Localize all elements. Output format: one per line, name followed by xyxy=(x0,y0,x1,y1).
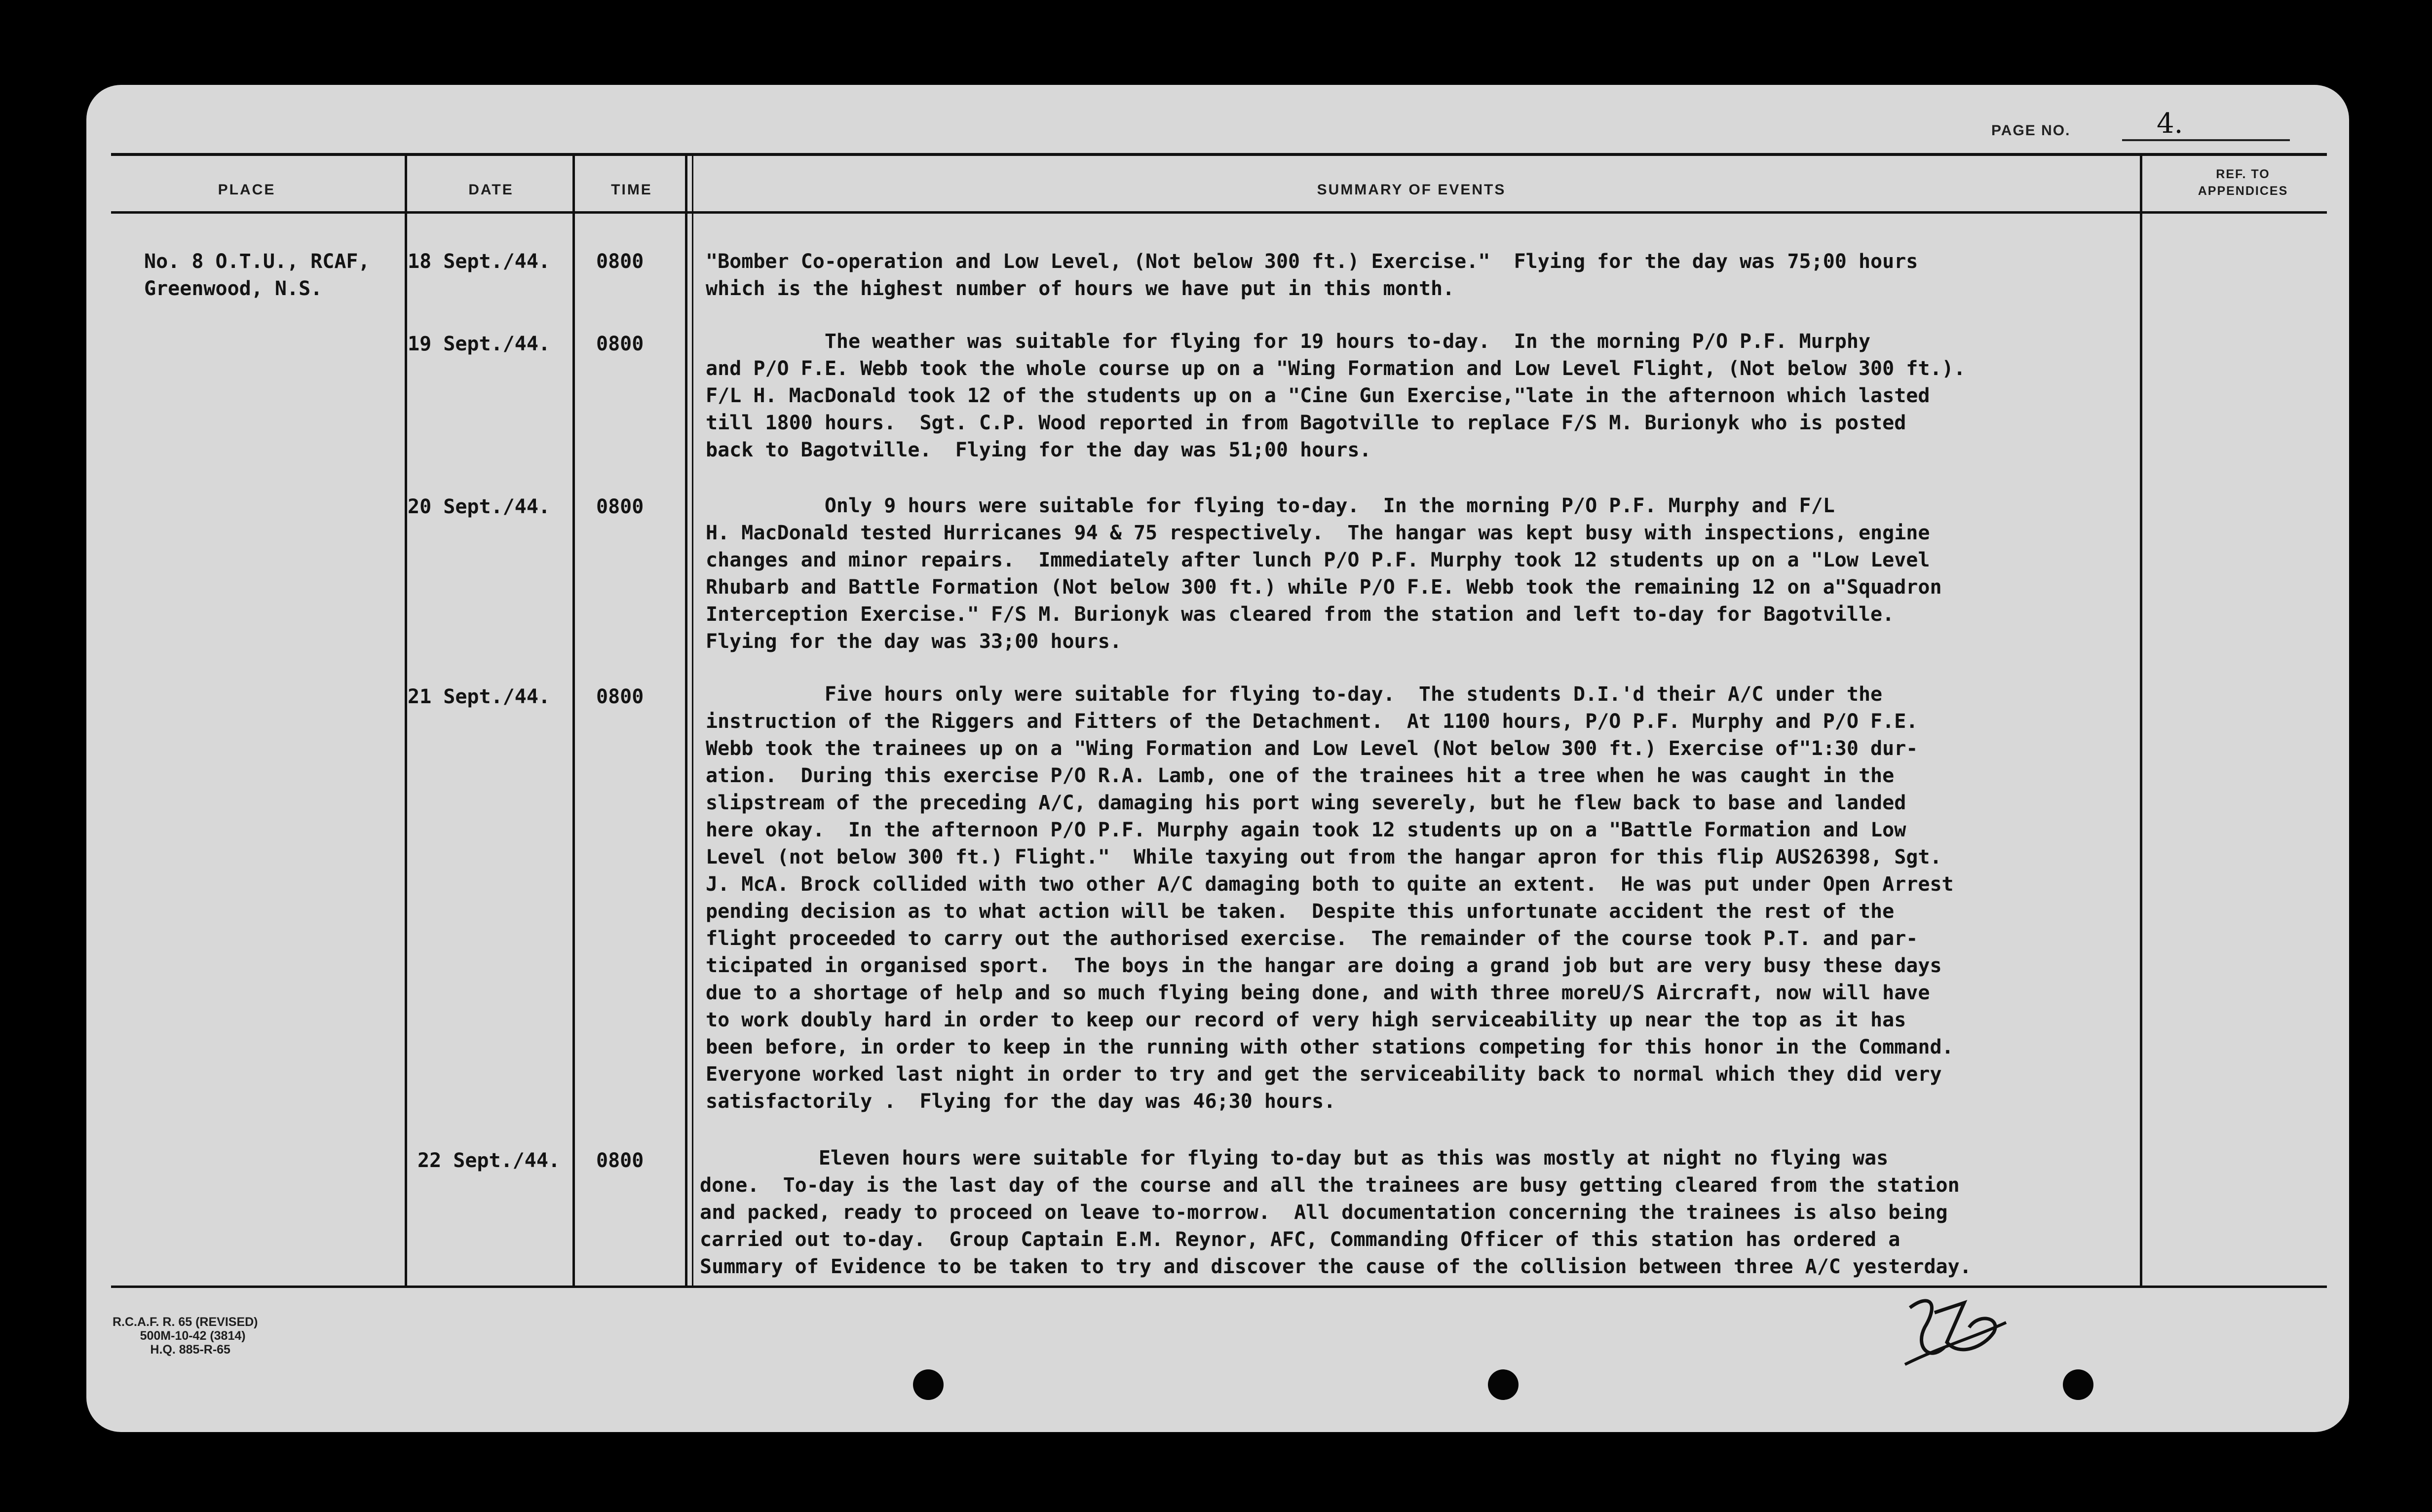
column-header-time: TIME xyxy=(611,182,652,198)
column-divider-ref xyxy=(2140,153,2142,1288)
form-number: R.C.A.F. R. 65 (REVISED) 500M-10-42 (3814) H.Q. 885-R-65 xyxy=(113,1315,258,1357)
time-cell: 0800 xyxy=(596,250,644,273)
place-cell: No. 8 O.T.U., RCAF, Greenwood, N.S. xyxy=(144,250,370,300)
time-cell: 0800 xyxy=(596,685,644,708)
column-divider-time xyxy=(685,153,687,1288)
column-divider-date xyxy=(572,153,575,1288)
column-header-date: DATE xyxy=(468,182,514,198)
time-cell: 0800 xyxy=(596,333,644,355)
summary-entry: Only 9 hours were suitable for flying to-day. In the morning P/O P.F. Murphy and F/L H. MacDonald tested Hurricanes 94 & 75 respectively. The hangar was kept busy with inspections, engine changes and minor repairs. Immediately after lunch P/O P.F. Murphy took 12 students up on a "Low Level Rhubarb and Battle Formation (Not below 300 ft.) while P/O F.E. Webb took the remaining 12 on a"Squadron Interception Exercise." F/S M. Burionyk was cleared from the station and left to-day for Bagotville. Flying for the day was 33;00 hours. xyxy=(706,494,1942,653)
column-header-summary: SUMMARY OF EVENTS xyxy=(1317,182,1506,198)
time-cell: 0800 xyxy=(596,1149,644,1172)
summary-entry: Eleven hours were suitable for flying to-day but as this was mostly at night no flying was done. To-day is the last day of the course and all the trainees are busy getting cleared from the station and packed, ready to proceed on leave to-morrow. All documentation concerning the trainees is also being carried out to-day. Group Captain E.M. Reynor, AFC, Commanding Officer of this station has ordered a Summary of Evidence to be taken to try and discover the cause of the collision between three A/C yesterday. xyxy=(700,1147,1972,1278)
header-top-rule xyxy=(111,153,2327,156)
binder-hole-center xyxy=(1488,1369,1519,1400)
date-cell: 21 Sept./44. xyxy=(408,685,550,708)
summary-entry: The weather was suitable for flying for 19 hours to-day. In the morning P/O P.F. Murphy and P/O F.E. Webb took the whole course up on a "Wing Formation and Low Level Flight, (Not below 300 ft.). F/L H. MacDonald took 12 of the students up on a "Cine Gun Exercise,"late in the afternoon which lasted till 1800 hours. Sgt. C.P. Wood reported in from Bagotville to replace F/S M. Burionyk who is posted back to Bagotville. Flying for the day was 51;00 hours. xyxy=(706,330,1966,461)
summary-entry: "Bomber Co-operation and Low Level, (Not below 300 ft.) Exercise." Flying for the day was 75;00 hours which is the highest number of hours we have put in this month. xyxy=(706,250,1918,300)
column-header-appendices: REF. TO APPENDICES xyxy=(2198,167,2288,198)
signature-initials xyxy=(1900,1288,2014,1372)
summary-entry: Five hours only were suitable for flying to-day. The students D.I.'d their A/C under the instruction of the Riggers and Fitters of the Detachment. At 1100 hours, P/O P.F. Murphy and P/O F.E. Webb took the trainees up on a "Wing Formation and Low Level (Not below 300 ft.) Exercise of"1:30 dur- ation. During this exercise P/O R.A. Lamb, one of the trainees hit a tree when he was caught in the slipstream of the preceding A/C, damaging his port wing severely, but he flew back to base and landed here okay. In the afternoon P/O P.F. Murphy again took 12 students up on a "Battle Formation and Low Level (not below 300 ft.) Flight." While taxying out from the hangar apron for this flip AUS26398, Sgt. J. McA. Brock collided with two other A/C damaging both to quite an extent. He was put under Open Arrest pending decision as to what action will be taken. Despite this unfortunate accident the rest of the flight proceeded to carry out the authorised exercise. The remainder of the course took P.T. and par- ticipated in organised sport. The boys in the hangar are doing a grand job but are very busy these days due to a shortage of help and so much flying being done, and with three moreU/S Aircraft, now will have to work doubly hard in order to keep our record of very high serviceability up near the top as it has been before, in order to keep in the running with other stations competing for this honor in the Command. Everyone worked last night in order to try and get the serviceability back to normal which they did very satisfactorily . Flying for the day was 46;30 hours. xyxy=(706,683,1954,1113)
date-cell: 18 Sept./44. xyxy=(408,250,550,273)
date-cell: 22 Sept./44. xyxy=(418,1149,560,1172)
header-bottom-rule xyxy=(111,211,2327,214)
time-cell: 0800 xyxy=(596,495,644,518)
binder-hole-left xyxy=(913,1369,944,1400)
date-cell: 20 Sept./44. xyxy=(408,495,550,518)
date-cell: 19 Sept./44. xyxy=(408,333,550,355)
column-header-place: PLACE xyxy=(218,182,276,198)
binder-hole-right xyxy=(2063,1369,2093,1400)
page-number-label: PAGE NO. xyxy=(1991,122,2071,139)
column-divider-summary xyxy=(692,153,693,1288)
column-divider-place xyxy=(405,153,407,1288)
page-number: 4. xyxy=(2122,109,2290,141)
